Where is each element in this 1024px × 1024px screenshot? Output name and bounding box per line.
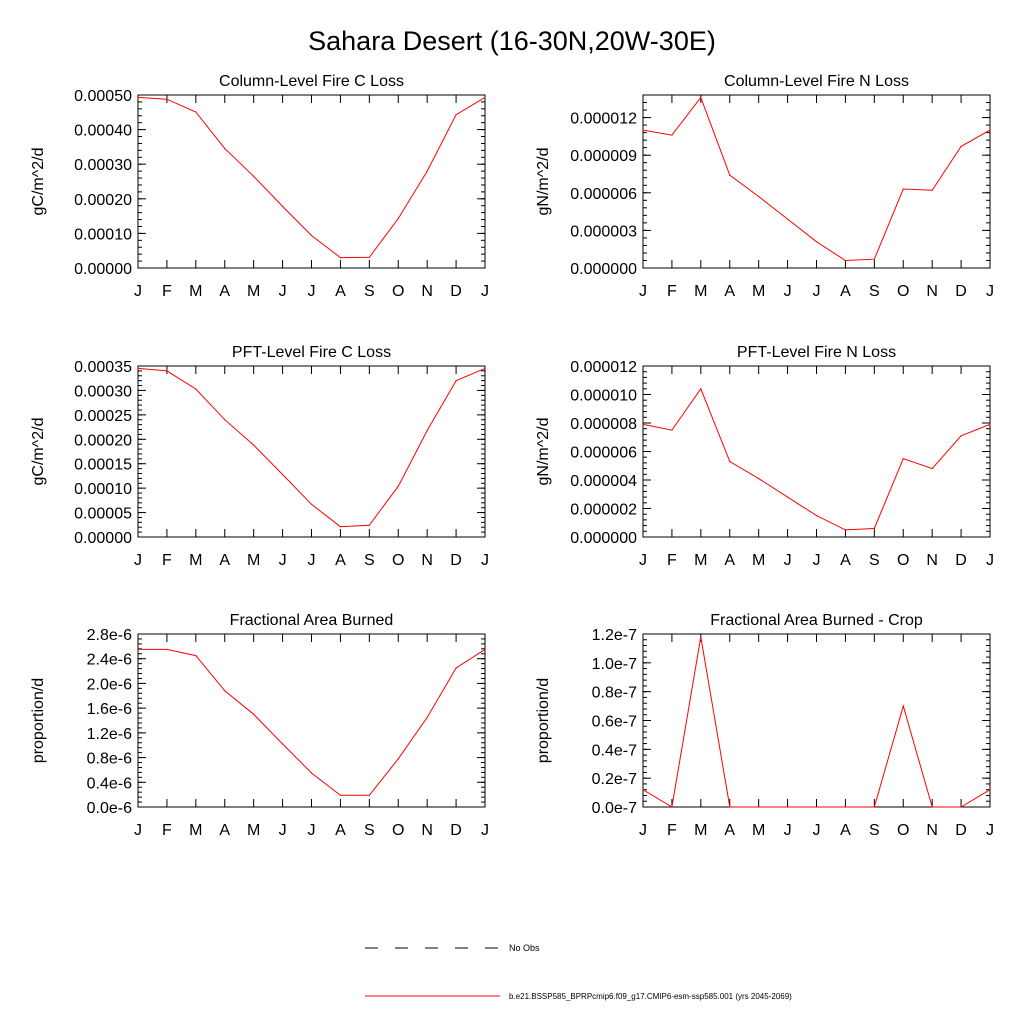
x-tick-label: M [247, 822, 261, 839]
y-tick-label: 2.0e-6 [86, 676, 132, 694]
x-tick-label: M [189, 283, 203, 300]
page-title: Sahara Desert (16-30N,20W-30E) [308, 26, 716, 56]
x-tick-label: J [639, 822, 647, 839]
y-tick-label: 0.000009 [570, 148, 637, 166]
chart-title: Column-Level Fire C Loss [219, 73, 404, 90]
x-tick-label: D [955, 552, 967, 569]
y-tick-label: 0.000002 [570, 501, 637, 519]
data-point [816, 806, 817, 807]
x-tick-label: J [307, 283, 316, 300]
series-line-1 [643, 389, 990, 530]
data-point [369, 795, 370, 796]
x-tick-label: N [926, 552, 938, 569]
data-point [340, 795, 341, 796]
y-tick-label: 1.2e-6 [86, 725, 132, 743]
data-point [311, 504, 312, 505]
data-point [642, 789, 643, 790]
y-tick-label: 0.00000 [74, 530, 132, 547]
legend [365, 943, 792, 1001]
x-tick-label: J [986, 822, 994, 839]
x-tick-label: N [421, 552, 433, 569]
chart-title: Fractional Area Burned [229, 612, 394, 629]
chart-title: Fractional Area Burned - Crop [710, 612, 923, 629]
data-point [137, 368, 138, 369]
data-point [671, 430, 672, 431]
data-point [137, 649, 138, 650]
x-tick-label: J [639, 283, 647, 300]
data-point [427, 430, 428, 431]
x-tick-label: N [926, 822, 938, 839]
x-tick-label: J [307, 552, 316, 569]
x-tick-label: F [667, 822, 677, 839]
y-tick-label: 0.6e-7 [591, 713, 637, 731]
y-tick-label: 0.4e-7 [591, 742, 637, 760]
data-point [960, 435, 961, 436]
y-tick-label: 0.8e-7 [591, 684, 637, 702]
x-tick-label: J [639, 552, 647, 569]
x-tick-label: J [134, 822, 142, 839]
data-point [253, 714, 254, 715]
data-point [484, 97, 485, 98]
data-point [282, 474, 283, 475]
data-point [989, 130, 990, 131]
x-tick-label: D [955, 822, 967, 839]
data-point [874, 528, 875, 529]
x-tick-label: J [783, 822, 792, 839]
data-point [166, 99, 167, 100]
x-tick-label: J [481, 283, 489, 300]
x-tick-label: S [868, 822, 880, 839]
x-tick-label: M [694, 283, 708, 300]
data-point [455, 667, 456, 668]
plot-frame [643, 366, 990, 537]
data-point [989, 424, 990, 425]
panels [30, 73, 994, 839]
x-tick-label: S [363, 283, 375, 300]
data-point [195, 111, 196, 112]
data-point [932, 468, 933, 469]
data-point [369, 257, 370, 258]
y-tick-label: 1.6e-6 [86, 701, 132, 719]
y-tick-label: 1.0e-7 [591, 655, 637, 673]
x-tick-label: M [694, 822, 708, 839]
data-point [427, 717, 428, 718]
y-tick-label: 0.000008 [570, 416, 637, 433]
x-tick-label: F [162, 552, 172, 569]
chart-title: PFT-Level Fire N Loss [736, 344, 897, 361]
y-tick-label: 0.00030 [74, 157, 132, 175]
x-tick-label: O [897, 283, 910, 300]
data-point [874, 259, 875, 260]
data-point [903, 705, 904, 706]
plot-frame [643, 634, 990, 807]
data-point [845, 260, 846, 261]
chart-panel-4 [535, 344, 994, 569]
x-tick-label: F [667, 552, 677, 569]
y-tick-label: 0.000012 [570, 110, 637, 128]
data-point [166, 649, 167, 650]
plot-frame [138, 634, 485, 807]
x-tick-label: J [783, 283, 792, 300]
x-tick-label: J [812, 283, 821, 300]
x-tick-label: J [812, 552, 821, 569]
x-tick-label: J [481, 552, 489, 569]
data-point [455, 380, 456, 381]
x-tick-label: A [840, 283, 851, 300]
data-point [671, 135, 672, 136]
x-tick-label: J [307, 822, 316, 839]
x-tick-label: S [868, 283, 880, 300]
data-point [932, 806, 933, 807]
x-tick-label: J [278, 822, 287, 839]
data-point [311, 772, 312, 773]
chart-panel-2 [535, 73, 994, 300]
x-tick-label: J [134, 283, 142, 300]
data-point [758, 196, 759, 197]
y-tick-label: 0.0e-6 [86, 800, 132, 817]
chart-title: Column-Level Fire N Loss [724, 73, 909, 90]
x-tick-label: O [392, 283, 405, 300]
x-tick-label: A [335, 552, 346, 569]
data-point [398, 758, 399, 759]
y-tick-label: 0.8e-6 [86, 750, 132, 768]
x-tick-label: A [724, 283, 736, 300]
data-point [224, 148, 225, 149]
data-point [642, 424, 643, 425]
y-tick-label: 0.00020 [74, 191, 132, 209]
data-point [845, 529, 846, 530]
x-tick-label: A [219, 552, 231, 569]
data-point [427, 171, 428, 172]
y-axis-label: gN/m^2/d [535, 417, 552, 486]
x-tick-label: A [335, 822, 346, 839]
data-point [960, 146, 961, 147]
y-tick-label: 2.8e-6 [86, 627, 132, 644]
x-tick-label: D [955, 283, 967, 300]
x-tick-label: M [189, 552, 203, 569]
series-line-1 [138, 97, 485, 257]
x-tick-label: S [363, 822, 375, 839]
x-tick-label: O [897, 552, 910, 569]
legend-label-no-obs: No Obs [509, 943, 540, 953]
x-tick-label: A [219, 283, 231, 300]
data-point [253, 445, 254, 446]
x-tick-label: M [752, 822, 766, 839]
x-tick-label: A [335, 283, 346, 300]
x-tick-label: O [392, 822, 405, 839]
chart-panel-1 [30, 73, 489, 300]
y-tick-label: 0.00040 [74, 122, 132, 140]
data-point [340, 526, 341, 527]
y-tick-label: 0.000010 [570, 387, 637, 405]
data-point [700, 388, 701, 389]
data-point [166, 370, 167, 371]
data-point [787, 219, 788, 220]
x-tick-label: O [897, 822, 910, 839]
x-tick-label: J [134, 552, 142, 569]
x-tick-label: J [783, 552, 792, 569]
chart-title: PFT-Level Fire C Loss [231, 344, 392, 361]
series-line-1 [643, 98, 990, 261]
data-point [195, 388, 196, 389]
y-tick-label: 0.00010 [74, 481, 132, 499]
data-point [484, 649, 485, 650]
series-line-1 [138, 368, 485, 526]
y-tick-label: 0.000012 [570, 359, 637, 376]
x-tick-label: M [752, 283, 766, 300]
data-point [671, 806, 672, 807]
data-point [455, 114, 456, 115]
y-axis-label: proportion/d [535, 677, 552, 764]
data-point [758, 806, 759, 807]
data-point [224, 419, 225, 420]
x-tick-label: A [724, 552, 736, 569]
x-tick-label: N [421, 822, 433, 839]
plot-frame [138, 366, 485, 537]
data-point [642, 130, 643, 131]
y-tick-label: 0.00000 [74, 261, 132, 278]
data-point [729, 461, 730, 462]
x-tick-label: S [363, 552, 375, 569]
data-point [903, 458, 904, 459]
data-point [729, 175, 730, 176]
y-tick-label: 1.2e-7 [591, 627, 637, 644]
x-tick-label: J [986, 283, 994, 300]
data-point [282, 743, 283, 744]
x-tick-label: F [162, 283, 172, 300]
x-tick-label: J [986, 552, 994, 569]
data-point [903, 188, 904, 189]
y-tick-label: 0.00030 [74, 383, 132, 401]
y-tick-label: 2.4e-6 [86, 651, 132, 669]
x-tick-label: D [450, 283, 462, 300]
data-point [398, 486, 399, 487]
x-tick-label: N [926, 283, 938, 300]
chart-panel-5 [30, 612, 489, 839]
legend-label-model: b.e21.BSSP585_BPRPcmip6.f09_g17.CMIP6-esm-ssp585.001 (yrs 2045-2069) [509, 992, 792, 1001]
data-point [758, 478, 759, 479]
x-tick-label: M [247, 283, 261, 300]
data-point [484, 368, 485, 369]
y-tick-label: 0.000006 [570, 185, 637, 203]
x-tick-label: S [868, 552, 880, 569]
y-tick-label: 0.000000 [570, 530, 637, 547]
x-tick-label: M [752, 552, 766, 569]
data-point [369, 525, 370, 526]
data-point [989, 789, 990, 790]
data-point [398, 218, 399, 219]
x-tick-label: D [450, 822, 462, 839]
data-point [874, 806, 875, 807]
y-tick-label: 0.0e-7 [591, 800, 637, 817]
data-point [816, 241, 817, 242]
x-tick-label: M [247, 552, 261, 569]
x-tick-label: A [840, 822, 851, 839]
chart-panel-6 [535, 612, 994, 839]
y-axis-label: gN/m^2/d [535, 147, 552, 216]
x-tick-label: O [392, 552, 405, 569]
x-tick-label: M [694, 552, 708, 569]
x-tick-label: J [812, 822, 821, 839]
data-point [224, 690, 225, 691]
data-point [960, 806, 961, 807]
y-axis-label: proportion/d [30, 677, 47, 764]
y-tick-label: 0.000003 [570, 223, 637, 241]
data-point [700, 97, 701, 98]
data-point [195, 655, 196, 656]
x-tick-label: A [724, 822, 736, 839]
series-line-1 [643, 637, 990, 807]
data-point [700, 636, 701, 637]
plot-frame [138, 95, 485, 268]
data-point [253, 176, 254, 177]
y-axis-label: gC/m^2/d [30, 147, 47, 216]
y-tick-label: 0.00020 [74, 432, 132, 450]
y-tick-label: 0.00010 [74, 226, 132, 244]
data-point [137, 97, 138, 98]
y-tick-label: 0.00050 [74, 88, 132, 105]
x-tick-label: F [667, 283, 677, 300]
x-tick-label: D [450, 552, 462, 569]
y-tick-label: 0.000000 [570, 261, 637, 278]
data-point [282, 206, 283, 207]
y-tick-label: 0.2e-7 [591, 771, 637, 789]
x-tick-label: J [278, 552, 287, 569]
data-point [729, 806, 730, 807]
x-tick-label: M [189, 822, 203, 839]
data-point [845, 806, 846, 807]
y-tick-label: 0.00025 [74, 407, 132, 425]
data-point [787, 497, 788, 498]
y-tick-label: 0.00035 [74, 359, 132, 376]
data-point [787, 806, 788, 807]
x-tick-label: A [219, 822, 231, 839]
y-tick-label: 0.000006 [570, 444, 637, 462]
x-tick-label: N [421, 283, 433, 300]
data-point [340, 257, 341, 258]
y-tick-label: 0.00015 [74, 456, 132, 474]
data-point [932, 190, 933, 191]
y-axis-label: gC/m^2/d [30, 417, 47, 486]
chart-panel-3 [30, 344, 489, 569]
y-tick-label: 0.4e-6 [86, 775, 132, 793]
data-point [311, 235, 312, 236]
x-tick-label: J [481, 822, 489, 839]
y-tick-label: 0.00005 [74, 505, 132, 523]
x-tick-label: F [162, 822, 172, 839]
y-tick-label: 0.000004 [570, 473, 637, 490]
data-point [816, 515, 817, 516]
x-tick-label: J [278, 283, 287, 300]
x-tick-label: A [840, 552, 851, 569]
